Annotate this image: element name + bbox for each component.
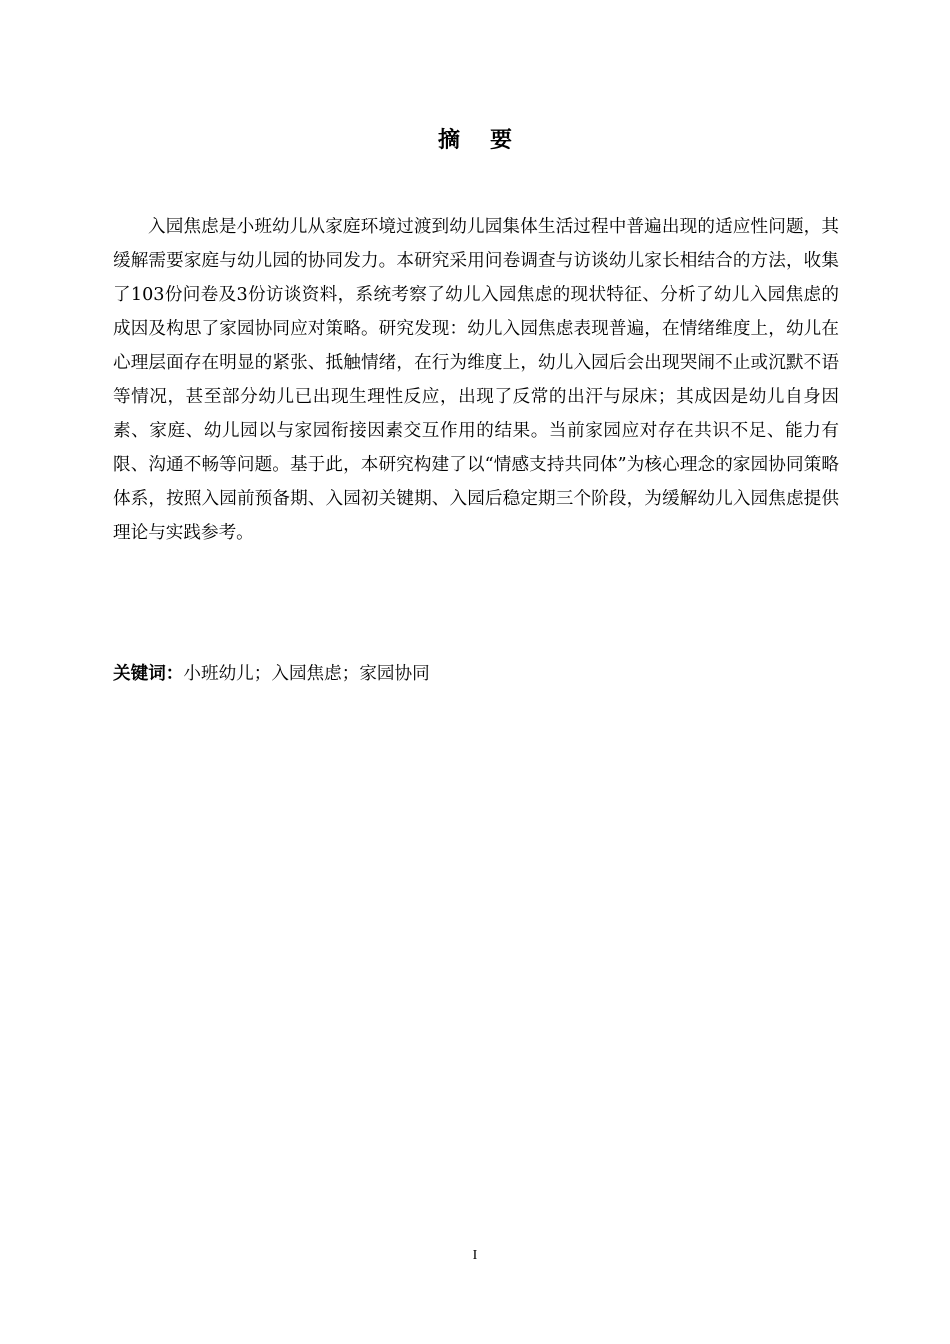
- abstract-body: 入园焦虑是小班幼儿从家庭环境过渡到幼儿园集体生活过程中普遍出现的适应性问题，其缓解需要家庭与幼儿园的协同发力。本研究采用问卷调查与访谈幼儿家长相结合的方法，收集了103份问卷及3份访谈资料，系统考察了幼儿入园焦虑的现状特征、分析了幼儿入园焦虑的成因及构思了家园协同应对策略。研究发现：幼儿入园焦虑表现普遍，在情绪维度上，幼儿在心理层面存在明显的紧张、抵触情绪，在行为维度上，幼儿入园后会出现哭闹不止或沉默不语等情况，甚至部分幼儿已出现生理性反应，出现了反常的出汗与尿床；其成因是幼儿自身因素、家庭、幼儿园以与家园衔接因素交互作用的结果。当前家园应对存在共识不足、能力有限、沟通不畅等问题。基于此，本研究构建了以“情感支持共同体”为核心理念的家园协同策略体系，按照入园前预备期、入园初关键期、入园后稳定期三个阶段，为缓解幼儿入园焦虑提供理论与实践参考。: [113, 217, 839, 543]
- keywords-line: [113, 657, 839, 691]
- abstract-title: 摘要: [437, 128, 542, 153]
- keywords-value: 小班幼儿；入园焦虑；家园协同: [183, 664, 430, 684]
- keywords-label: 关键词：: [113, 664, 184, 684]
- page-number: I: [472, 1248, 478, 1263]
